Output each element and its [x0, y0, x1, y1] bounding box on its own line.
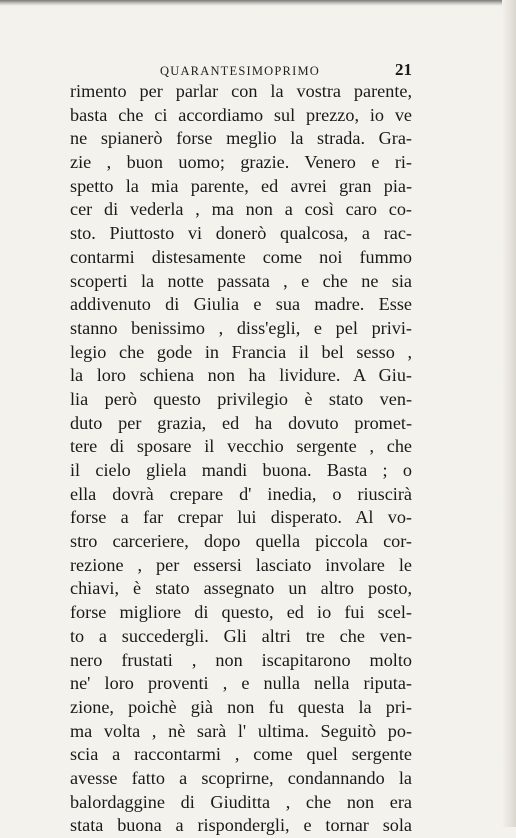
page-top-edge	[0, 0, 516, 6]
text-line: ma volta , nè sarà l' ultima. Seguitò po-	[70, 720, 412, 741]
text-line: rimento per parlar con la vostra parente,	[70, 81, 412, 101]
text-line: stata buona a rispondergli, e tornar sola	[70, 815, 412, 836]
text-line: addivenuto di Giulia e sua madre. Esse	[70, 294, 412, 315]
text-line: legio che gode in Francia il bel sesso ,	[70, 341, 412, 362]
page-number: 21	[395, 60, 412, 79]
text-line: ne spianerò forse meglio la strada. Gra-	[70, 128, 412, 149]
text-line: ne' loro proventi , e nulla nella riputa-	[70, 673, 412, 694]
text-line: la loro schiena non ha lividure. A Giu-	[70, 365, 412, 386]
text-line: lia però questo privilegio è stato ven-	[70, 388, 412, 409]
text-line: contarmi distesamente come noi fummo	[70, 246, 412, 267]
text-line: il cielo gliela mandi buona. Basta ; o	[70, 460, 412, 480]
text-line: balordaggine di Giuditta , che non era	[70, 791, 412, 812]
text-line: rezione , per essersi lasciato involare le	[70, 554, 412, 575]
text-line: nero frustati , non iscapitarono molto	[70, 649, 412, 670]
text-line: zione, poichè già non fu questa la pri-	[70, 696, 412, 717]
text-line: scoperti la notte passata , e che ne sia	[70, 270, 412, 291]
text-line: cer di vederla , ma non a così caro co-	[70, 199, 412, 220]
text-line: stro carceriere, dopo quella piccola cor-	[70, 531, 412, 552]
text-line: ella dovrà crepare d' inedia, o riuscirà	[70, 483, 412, 504]
text-line: chiavi, è stato assegnato un altro posto,	[70, 578, 412, 599]
text-line: basta che ci accordiamo sul prezzo, io ve	[70, 104, 412, 125]
text-line: sto. Piuttosto vi donerò qualcosa, a rac-	[70, 223, 412, 244]
text-line: avesse fatto a scoprirne, condannando la	[70, 767, 412, 788]
body-text	[70, 80, 412, 838]
running-head: QUARANTESIMOPRIMO	[160, 64, 320, 78]
text-line: duto per grazia, ed ha dovuto promet-	[70, 412, 412, 433]
text-line: tere di sposare il vecchio sergente , che	[70, 436, 412, 457]
text-line: forse a far crepar lui disperato. Al vo-	[70, 507, 412, 528]
text-line: stanno benissimo , diss'egli, e pel privi-	[70, 317, 412, 338]
text-line: to a succedergli. Gli altri tre che ven-	[70, 625, 412, 646]
page-right-edge	[502, 0, 516, 827]
text-line: forse migliore di questo, ed io fui scel-	[70, 602, 412, 623]
text-line: zie , buon uomo; grazie. Venero e ri-	[70, 152, 412, 173]
text-line: scia a raccontarmi , come quel sergente	[70, 744, 412, 765]
text-line: spetto la mia parente, ed avrei gran pia-	[70, 175, 412, 196]
